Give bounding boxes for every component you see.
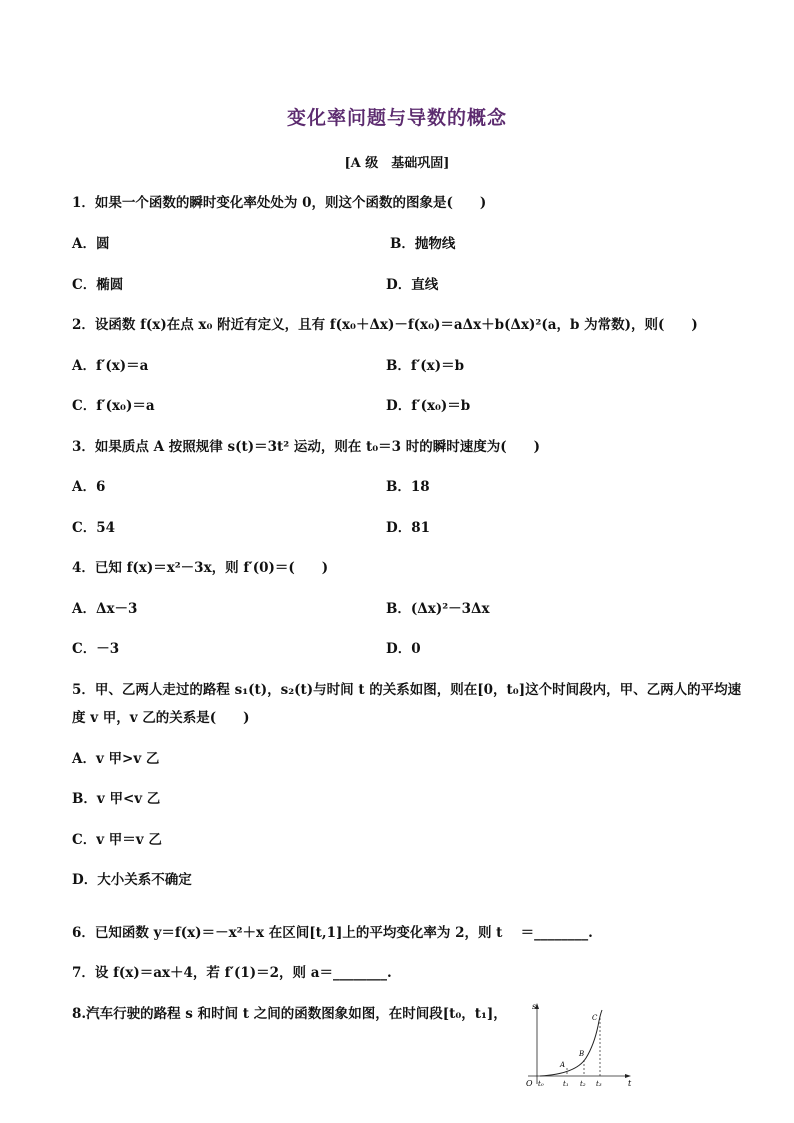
question-5-option-a: A．v 甲>v 乙 [72, 751, 160, 767]
question-4-stem: 4．已知 f(x)＝x²－3x，则 f′(0)＝( ) [72, 560, 329, 576]
t2-label: t₂ [580, 1080, 586, 1088]
t3-label: t₃ [596, 1080, 602, 1088]
question-5-option-d: D．大小关系不确定 [72, 872, 192, 888]
question-4-option-d: D．0 [386, 641, 421, 657]
question-3-option-a: A．6 [72, 479, 106, 495]
question-3-stem: 3．如果质点 A 按照规律 s(t)＝3t² 运动，则在 t₀＝3 时的瞬时速度为( ) [72, 439, 541, 455]
question-2-option-b: B．f′(x)＝b [386, 358, 465, 374]
question-3-option-d: D．81 [386, 520, 430, 536]
question-1-option-d: D．直线 [386, 277, 439, 293]
question-5-stem-line-2: 度 v 甲，v 乙的关系是( ) [72, 710, 250, 726]
s-axis-label: s [532, 1002, 537, 1011]
question-1-option-a: A．圆 [72, 236, 110, 252]
question-4-option-a: A．Δx－3 [72, 601, 138, 617]
question-2-option-c: C．f′(x₀)＝a [72, 398, 155, 414]
question-3-option-b: B．18 [386, 479, 430, 495]
question-1-option-c: C．椭圆 [72, 277, 124, 293]
question-1-stem: 1．如果一个函数的瞬时变化率处处为 0，则这个函数的图象是( ) [72, 195, 487, 211]
question-2-option-a: A．f′(x)＝a [72, 358, 149, 374]
question-5-option-c: C．v 甲＝v 乙 [72, 832, 162, 848]
question-4-option-b: B．(Δx)²－3Δx [386, 601, 490, 617]
t-axis-label: t [628, 1079, 632, 1088]
question-8-stem: 8.汽车行驶的路程 s 和时间 t 之间的函数图象如图，在时间段[t₀，t₁]， [72, 1006, 507, 1022]
question-1-option-b: B．抛物线 [390, 236, 456, 252]
question-5-option-b: B．v 甲<v 乙 [72, 791, 161, 807]
t0-label: t₀ [538, 1080, 544, 1088]
t-axis-arrow [625, 1074, 631, 1078]
point-b-label: B [579, 1050, 585, 1058]
t1-label: t₁ [563, 1080, 569, 1088]
distance-time-graph [516, 1000, 634, 1092]
question-5-stem-line-1: 5．甲、乙两人走过的路程 s₁(t)，s₂(t)与时间 t 的关系如图，则在[0，t₀]这个时间段内，甲、乙两人的平均速 [72, 682, 742, 698]
question-7-stem: 7．设 f(x)＝ax＋4，若 f′(1)＝2，则 a＝________. [72, 965, 392, 981]
question-3-option-c: C．54 [72, 520, 116, 536]
question-6-stem: 6．已知函数 y＝f(x)＝－x²＋x 在区间[t,1]上的平均变化率为 2，则 t ＝________. [72, 925, 593, 941]
origin-label: O [526, 1079, 533, 1088]
question-4-option-c: C．－3 [72, 641, 120, 657]
question-2-stem: 2．设函数 f(x)在点 x₀ 附近有定义，且有 f(x₀＋Δx)－f(x₀)＝aΔx＋b(Δx)²(a，b 为常数)，则( ) [72, 317, 698, 333]
page-title: 变化率问题与导数的概念 [286, 107, 507, 129]
section-heading: [A 级 基础巩固] [344, 156, 450, 171]
question-2-option-d: D．f′(x₀)＝b [386, 398, 471, 414]
point-a-label: A [560, 1061, 566, 1069]
point-c-label: C [592, 1014, 598, 1022]
